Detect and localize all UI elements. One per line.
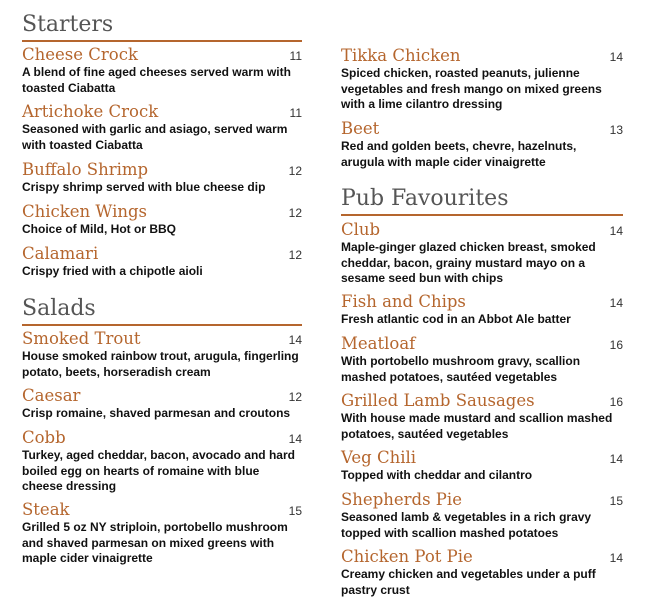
- menu-item-club: [341, 220, 623, 287]
- item-name: Buffalo Shrimp: [22, 160, 149, 179]
- item-name: Smoked Trout: [22, 329, 141, 348]
- pub-favourites-divider: [341, 214, 623, 216]
- salads-section: [22, 296, 302, 329]
- item-price: 15: [609, 494, 623, 508]
- item-name: Beet: [341, 119, 380, 138]
- item-price: 16: [609, 338, 623, 352]
- item-description: Turkey, aged cheddar, bacon, avocado and hard boiled egg on hearts of romaine with blue cheese dressing: [22, 448, 295, 493]
- item-price: 14: [609, 296, 623, 310]
- item-description: Crispy fried with a chipotle aioli: [22, 264, 203, 278]
- item-price: 12: [288, 206, 302, 220]
- item-price: 14: [288, 333, 302, 347]
- item-name: Grilled Lamb Sausages: [341, 391, 535, 410]
- menu-item-caesar: [22, 386, 302, 422]
- item-name: Club: [341, 220, 381, 239]
- item-name: Caesar: [22, 386, 81, 405]
- pub-favourites-heading: Pub Favourites: [341, 186, 509, 211]
- item-name: Meatloaf: [341, 334, 416, 353]
- menu-item-steak: [22, 500, 302, 567]
- item-price: 11: [289, 49, 302, 63]
- menu-item-cheese-crock: [22, 45, 302, 96]
- menu-item-meatloaf: [341, 334, 623, 385]
- menu-item-buffalo-shrimp: [22, 160, 302, 196]
- item-description: Spiced chicken, roasted peanuts, julienne vegetables and fresh mango on mixed greens with a lime cilantro dressing: [341, 66, 602, 111]
- item-price: 14: [609, 224, 623, 238]
- item-description: Seasoned lamb & vegetables in a rich gravy topped with scallion mashed potatoes: [341, 510, 592, 540]
- item-name: Fish and Chips: [341, 292, 466, 311]
- item-price: 16: [609, 395, 623, 409]
- item-name: Calamari: [22, 244, 99, 263]
- item-description: Fresh atlantic cod in an Abbot Ale batter: [341, 312, 571, 326]
- menu-item-artichoke-crock: [22, 102, 302, 153]
- item-name: Cobb: [22, 428, 66, 447]
- menu-item-chicken-wings: [22, 202, 302, 238]
- starters-heading: Starters: [22, 12, 114, 37]
- item-name: Artichoke Crock: [22, 102, 159, 121]
- item-description: Crispy shrimp served with blue cheese dip: [22, 180, 266, 194]
- item-price: 14: [288, 432, 302, 446]
- item-description: With house made mustard and scallion mashed potatoes, sautéed vegetables: [341, 411, 613, 441]
- item-description: Red and golden beets, chevre, hazelnuts, arugula with maple cider vinaigrette: [341, 139, 577, 169]
- item-description: Creamy chicken and vegetables under a puff pastry crust: [341, 567, 596, 597]
- item-description: Crisp romaine, shaved parmesan and croutons: [22, 406, 291, 420]
- item-price: 15: [288, 504, 302, 518]
- menu-item-shepherds-pie: [341, 490, 623, 541]
- item-description: Topped with cheddar and cilantro: [341, 468, 533, 482]
- menu-item-tikka-chicken: [341, 46, 623, 113]
- menu-item-beet: [341, 119, 623, 170]
- item-description: Grilled 5 oz NY striploin, portobello mushroom and shaved parmesan on mixed greens with maple cider vinaigrette: [22, 520, 288, 565]
- item-price: 13: [609, 123, 623, 137]
- item-description: Seasoned with garlic and asiago, served warm with toasted Ciabatta: [22, 122, 288, 152]
- item-description: House smoked rainbow trout, arugula, fingerling potato, beets, horseradish cream: [22, 349, 299, 379]
- item-price: 14: [609, 452, 623, 466]
- menu-item-calamari: [22, 244, 302, 280]
- item-name: Cheese Crock: [22, 45, 138, 64]
- salads-heading: Salads: [22, 296, 96, 321]
- menu-item-cobb: [22, 428, 302, 495]
- item-name: Chicken Pot Pie: [341, 547, 473, 566]
- item-description: With portobello mushroom gravy, scallion mashed potatoes, sautéed vegetables: [341, 354, 581, 384]
- item-name: Steak: [22, 500, 70, 519]
- starters-section: [22, 12, 302, 45]
- item-description: Choice of Mild, Hot or BBQ: [22, 222, 176, 236]
- menu-item-grilled-lamb-sausages: [341, 391, 623, 442]
- item-name: Veg Chili: [341, 448, 417, 467]
- item-description: Maple-ginger glazed chicken breast, smoked cheddar, bacon, grainy mustard mayo on a sesame seed bun with chips: [341, 240, 596, 285]
- item-price: 14: [609, 551, 623, 565]
- starters-divider: [22, 40, 302, 42]
- item-price: 11: [289, 106, 302, 120]
- item-price: 12: [288, 390, 302, 404]
- item-name: Shepherds Pie: [341, 490, 462, 509]
- menu-item-smoked-trout: [22, 329, 302, 380]
- menu-item-chicken-pot-pie: [341, 547, 623, 598]
- menu-item-fish-and-chips: [341, 292, 623, 328]
- item-price: 14: [609, 50, 623, 64]
- item-price: 12: [288, 164, 302, 178]
- item-price: 12: [288, 248, 302, 262]
- pub-favourites-section: [341, 186, 623, 219]
- item-name: Tikka Chicken: [341, 46, 461, 65]
- item-name: Chicken Wings: [22, 202, 148, 221]
- item-description: A blend of fine aged cheeses served warm with toasted Ciabatta: [22, 65, 291, 95]
- salads-divider: [22, 324, 302, 326]
- menu-item-veg-chili: [341, 448, 623, 484]
